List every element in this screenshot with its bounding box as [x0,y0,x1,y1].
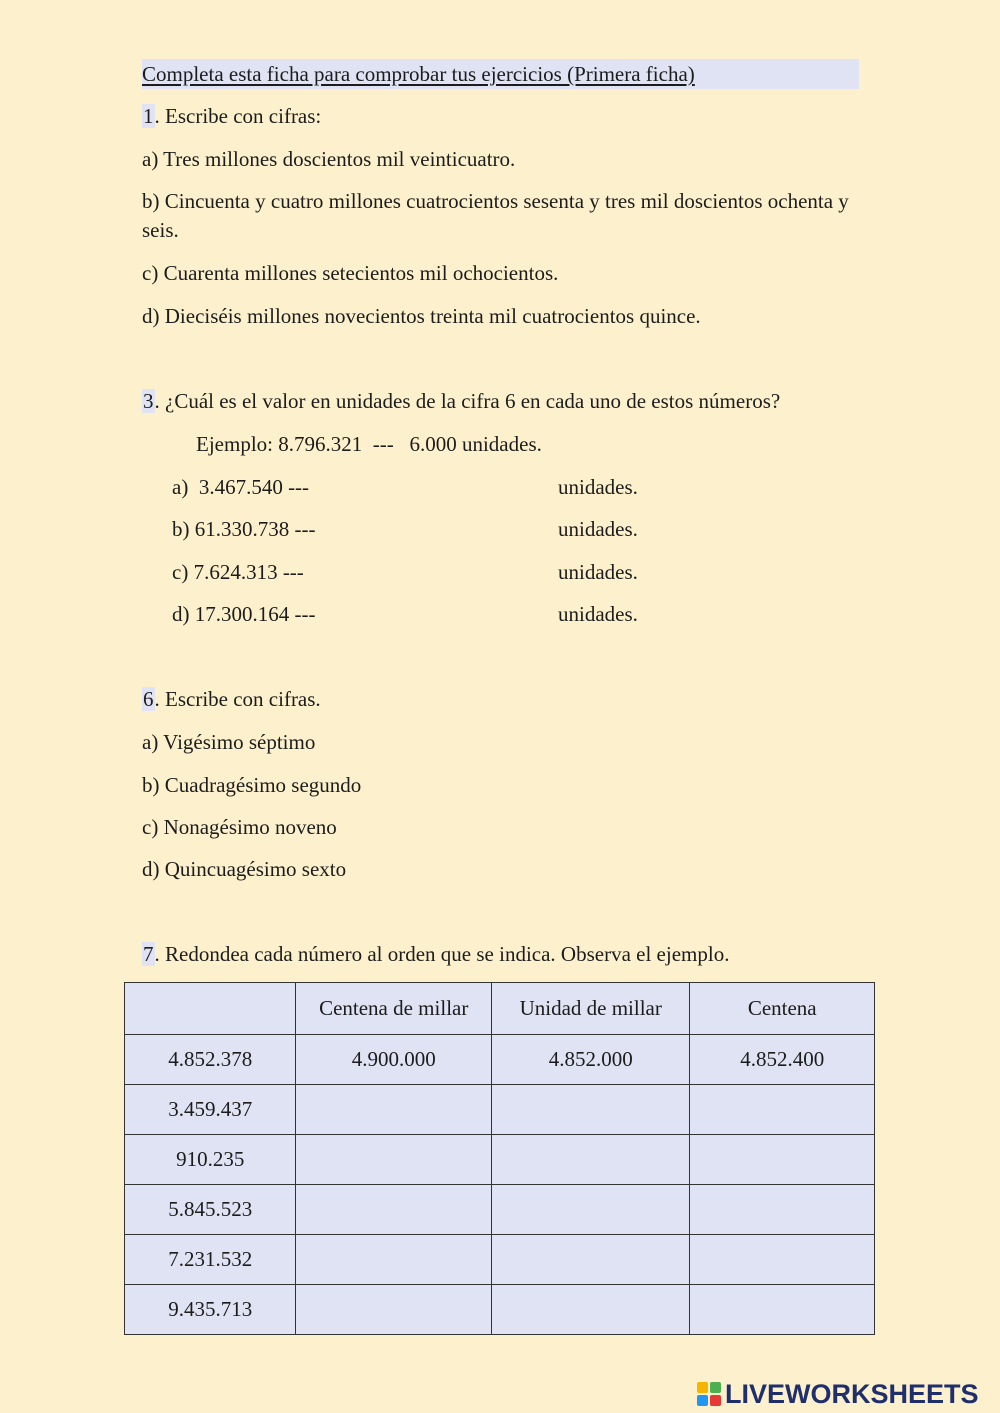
table-row [125,1235,875,1285]
exercise-3-item-d-suffix: unidades. [558,602,638,626]
answer-cell[interactable] [296,1285,492,1335]
answer-cell[interactable] [296,1135,492,1185]
liveworksheets-logo-text: LIVEWORKSHEETS [725,1378,979,1409]
header-cell-unidad-de-millar: Unidad de millar [491,983,690,1035]
row-number-cell: 910.235 [125,1135,296,1185]
row-number-cell: 3.459.437 [125,1085,296,1135]
exercise-3-item-a-label: a) 3.467.540 --- [172,475,310,499]
answer-cell[interactable] [690,1185,875,1235]
exercise-3-example: Ejemplo: 8.796.321 --- 6.000 unidades. [196,432,542,456]
exercise-number: 1 [143,104,154,128]
worksheet-title: Completa esta ficha para comprobar tus ejercicios (Primera ficha) [142,59,859,89]
answer-cell: 4.900.000 [296,1035,492,1085]
header-cell-centena-de-millar: Centena de millar [296,983,492,1035]
exercise-7-heading [142,940,729,968]
table-row [125,1035,875,1085]
exercise-number: 6 [143,687,154,711]
exercise-heading-text: . ¿Cuál es el valor en unidades de la cifra 6 en cada uno de estos números? [154,389,781,413]
exercise-heading-text: . Escribe con cifras: [154,104,322,128]
table-row [125,1185,875,1235]
answer-cell[interactable] [296,1235,492,1285]
answer-cell[interactable] [491,1135,690,1185]
exercise-3-item-a-suffix: unidades. [558,475,638,499]
table-row [125,1285,875,1335]
exercise-1-item-c: c) Cuarenta millones setecientos mil ochocientos. [142,261,559,285]
answer-cell[interactable] [296,1185,492,1235]
table-header-row [125,983,875,1035]
exercise-1-item-a: a) Tres millones doscientos mil veinticuatro. [142,147,516,171]
exercise-3-heading [142,387,780,415]
header-cell-centena: Centena [690,983,875,1035]
answer-cell[interactable] [690,1135,875,1185]
exercise-3-item-c-label: c) 7.624.313 --- [172,560,304,584]
exercise-3-item-b-label: b) 61.330.738 --- [172,517,316,541]
exercise-6-item-b: b) Cuadragésimo segundo [142,773,362,797]
row-number-cell: 7.231.532 [125,1235,296,1285]
rounding-table [124,982,875,1335]
table-row [125,1085,875,1135]
answer-cell[interactable] [296,1085,492,1135]
answer-cell[interactable] [491,1285,690,1335]
exercise-heading-text: . Redondea cada número al orden que se indica. Observa el ejemplo. [154,942,730,966]
exercise-heading-text: . Escribe con cifras. [154,687,321,711]
exercise-1-item-d: d) Dieciséis millones novecientos treinta mil cuatrocientos quince. [142,304,701,328]
table-row [125,1135,875,1185]
exercise-3-item-d-label: d) 17.300.164 --- [172,602,316,626]
exercise-6-heading [142,685,321,713]
exercise-6-item-d: d) Quincuagésimo sexto [142,857,347,881]
answer-cell[interactable] [690,1285,875,1335]
answer-cell: 4.852.000 [491,1035,690,1085]
answer-cell[interactable] [491,1085,690,1135]
exercise-3-item-c-suffix: unidades. [558,560,638,584]
exercise-3-item-b-suffix: unidades. [558,517,638,541]
answer-cell: 4.852.400 [690,1035,875,1085]
liveworksheets-logo[interactable] [697,1377,979,1411]
exercise-6-item-c: c) Nonagésimo noveno [142,815,337,839]
header-cell-number [125,983,296,1035]
exercise-1-heading [142,102,321,130]
row-number-cell: 9.435.713 [125,1285,296,1335]
row-number-cell: 4.852.378 [125,1035,296,1085]
exercise-6-item-a: a) Vigésimo séptimo [142,730,316,754]
row-number-cell: 5.845.523 [125,1185,296,1235]
answer-cell[interactable] [690,1235,875,1285]
liveworksheets-logo-icon [697,1382,721,1406]
answer-cell[interactable] [690,1085,875,1135]
answer-cell[interactable] [491,1235,690,1285]
exercise-number: 7 [143,942,154,966]
answer-cell[interactable] [491,1185,690,1235]
exercise-1-item-b: b) Cincuenta y cuatro millones cuatrocientos sesenta y tres mil doscientos ochenta y seis. [142,189,849,242]
exercise-number: 3 [143,389,154,413]
